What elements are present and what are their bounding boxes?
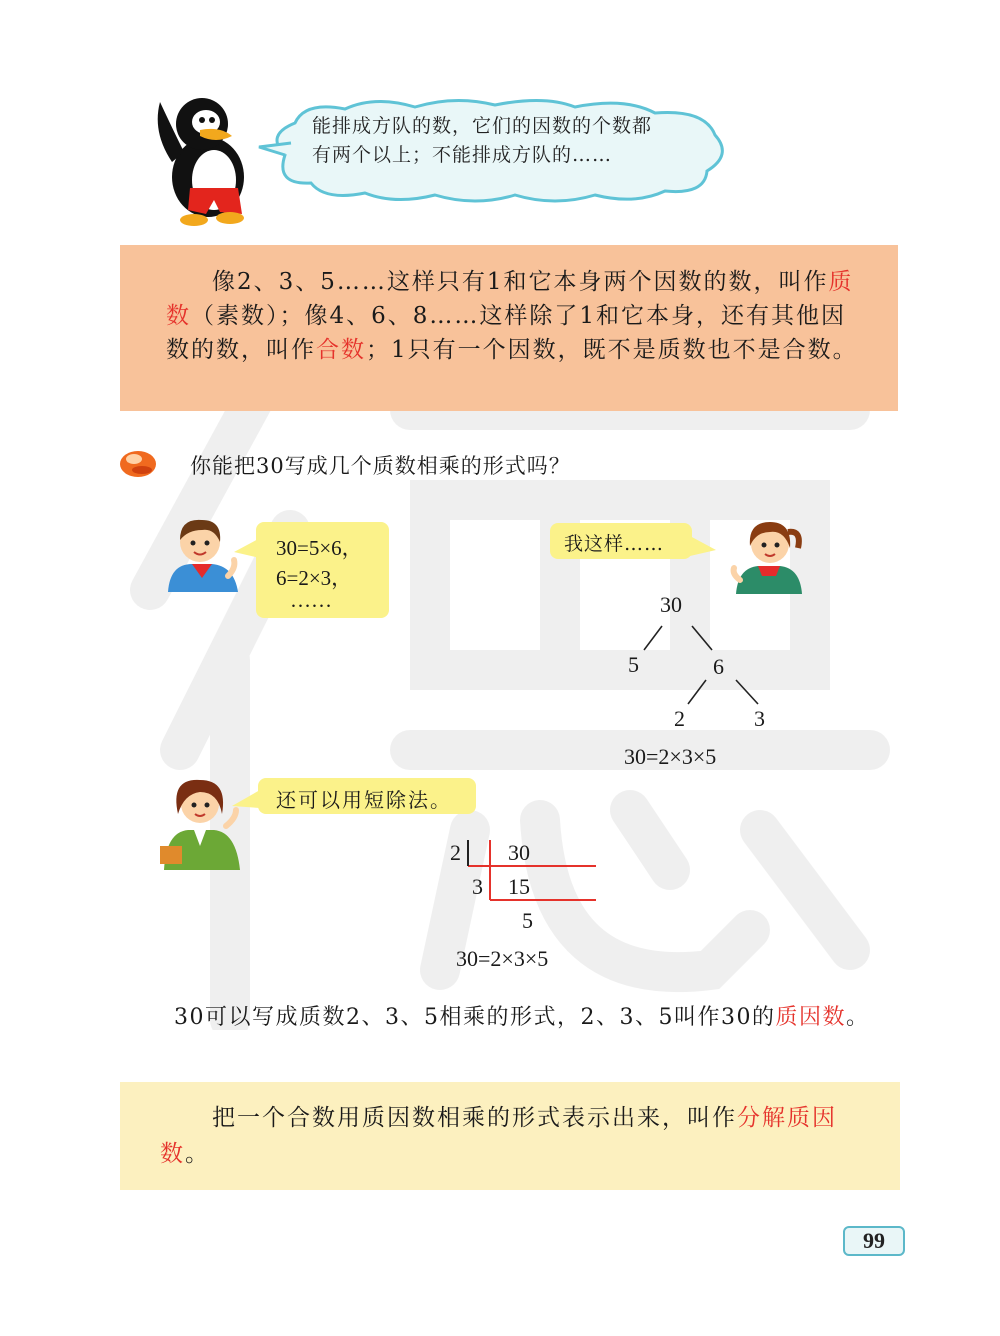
boy-icon (162, 512, 242, 592)
term-prime-factor: 质因数 (775, 1005, 846, 1030)
boy-speech-bubble (256, 522, 389, 618)
boy-line-2: 6=2×3， (276, 566, 353, 590)
tree-result: 30=2×3×5 (624, 744, 717, 769)
final-part-1: 把一个合数用质因数相乘的形式表示出来，叫作 (212, 1105, 737, 1131)
division-result: 30=2×3×5 (456, 946, 549, 971)
teacher-bubble-text: 还可以用短除法。 (276, 788, 452, 812)
division-divisor-1: 2 (450, 840, 461, 865)
tree-left: 5 (628, 652, 639, 677)
girl-bubble-text: 我这样…… (564, 533, 665, 555)
ball-bullet-icon (118, 448, 158, 478)
conclusion-part-1: 30可以写成质数2、3、5相乘的形式，2、3、5叫作30的 (174, 1005, 776, 1030)
definition-text-2: （素数）；像4、6、8……这样除了1和它本身，还有其他因数的数，叫作 (166, 303, 847, 363)
cloud-line-1: 能排成方队的数，它们的因数的个数都 (312, 115, 653, 137)
division-dividend-2: 15 (508, 874, 530, 899)
boy-line-1: 30=5×6， (276, 536, 363, 560)
tree-root: 30 (660, 592, 682, 617)
teacher-speech-bubble (258, 778, 476, 814)
division-divisor-2: 3 (472, 874, 483, 899)
division-dividend-1: 30 (508, 840, 530, 865)
term-composite: 合数 (316, 337, 366, 363)
cloud-text (312, 112, 732, 170)
page-number: 99 (843, 1226, 905, 1256)
division-lines (460, 838, 600, 908)
term-prime: 质数 (166, 269, 854, 329)
girl-speech-bubble (550, 523, 692, 559)
girl-bubble-tail (690, 536, 716, 556)
conclusion-text (122, 1000, 912, 1036)
tree-leaf-1: 2 (674, 706, 685, 731)
final-definition-box (120, 1082, 900, 1190)
teacher-bubble-tail (232, 790, 260, 810)
definition-text-3: ；1只有一个因数，既不是质数也不是合数。 (366, 337, 858, 363)
teacher-icon (156, 770, 246, 870)
division-quotient: 5 (522, 908, 533, 933)
tree-leaf-2: 3 (754, 706, 765, 731)
tree-mid: 6 (713, 654, 724, 679)
cloud-line-2: 有两个以上；不能排成方队的…… (312, 144, 613, 166)
definition-text-1: 像2、3、5……这样只有1和它本身两个因数的数，叫作 (212, 269, 829, 295)
tree-branches (620, 620, 790, 710)
boy-bubble-tail (234, 538, 260, 558)
boy-line-3: …… (290, 588, 332, 612)
penguin-icon (150, 92, 260, 227)
term-prime-factorization: 分解质因数 (160, 1105, 837, 1167)
conclusion-part-2: 。 (846, 1005, 870, 1030)
final-part-2: 。 (185, 1141, 210, 1167)
question-text: 你能把30写成几个质数相乘的形式吗？ (190, 454, 571, 478)
girl-icon (728, 514, 808, 594)
definition-box (120, 245, 898, 411)
